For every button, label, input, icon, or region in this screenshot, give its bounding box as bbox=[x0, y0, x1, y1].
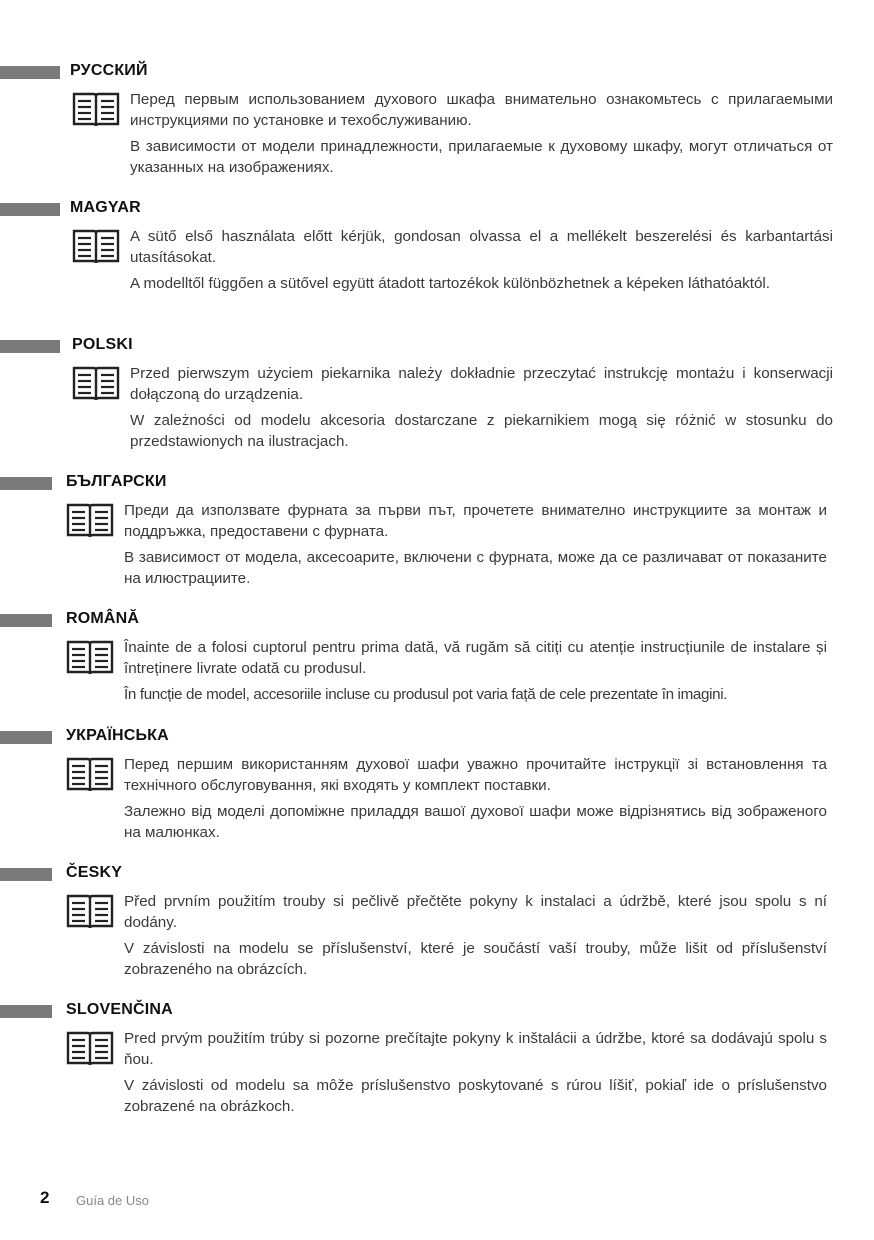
open-book-icon bbox=[72, 366, 120, 402]
section-marker-bar bbox=[0, 614, 52, 627]
section-heading: ČESKY bbox=[66, 864, 123, 881]
paragraph: Przed pierwszym użyciem piekarnika należy dokładnie przeczytać instrukcję montażu i konserwacji dołączoną do urządzenia. bbox=[130, 365, 833, 403]
section-marker-bar bbox=[0, 203, 60, 216]
section-body bbox=[124, 638, 827, 712]
section-body bbox=[124, 755, 827, 849]
paragraph: În funcție de model, accesoriile incluse cu produsul pot varia față de cele prezentate în imagini. bbox=[124, 686, 728, 703]
section-heading: БЪЛГАРСКИ bbox=[66, 473, 167, 490]
section-marker-bar bbox=[0, 477, 52, 490]
open-book-icon bbox=[72, 229, 120, 265]
open-book-icon bbox=[66, 640, 114, 676]
section-marker-bar bbox=[0, 340, 60, 353]
section-marker-bar bbox=[0, 868, 52, 881]
page-number: 2 bbox=[40, 1188, 50, 1207]
open-book-icon bbox=[66, 1031, 114, 1067]
paragraph: Před prvním použitím trouby si pečlivě přečtěte pokyny k instalaci a údržbě, které jsou spolu s ní dodány. bbox=[124, 893, 827, 931]
section-marker-bar bbox=[0, 731, 52, 744]
section-heading: РУССКИЙ bbox=[70, 62, 148, 79]
paragraph: W zależności od modelu akcesoria dostarczane z piekarnikiem mogą się różnić w stosunku do przedstawionych na ilustracjach. bbox=[130, 412, 833, 450]
paragraph: A sütő első használata előtt kérjük, gondosan olvassa el a mellékelt beszerelési és karbantartási utasításokat. bbox=[130, 228, 833, 266]
paragraph: Перед первым использованием духового шкафа внимательно ознакомьтесь с прилагаемыми инструкциями по установке и техобслуживанию. bbox=[130, 91, 833, 129]
open-book-icon bbox=[72, 92, 120, 128]
section-body bbox=[130, 364, 833, 458]
section-heading: POLSKI bbox=[72, 336, 133, 353]
section-body bbox=[124, 892, 827, 986]
open-book-icon bbox=[66, 757, 114, 793]
footer-title: Guía de Uso bbox=[76, 1193, 149, 1208]
section-body bbox=[124, 1029, 827, 1123]
paragraph: Преди да използвате фурната за първи път, прочетете внимателно инструкциите за монтаж и поддръжка, предоставени с фурната. bbox=[124, 502, 827, 540]
section-heading: SLOVENČINA bbox=[66, 1001, 173, 1018]
paragraph: A modelltől függően a sütővel együtt átadott tartozékok különbözhetnek a képeken láthatóaktól. bbox=[130, 275, 770, 292]
section-marker-bar bbox=[0, 66, 60, 79]
open-book-icon bbox=[66, 894, 114, 930]
section-heading: ROMÂNĂ bbox=[66, 610, 140, 627]
paragraph: V závislosti od modelu sa môže príslušenstvo poskytované s rúrou líšiť, pokiaľ ide o príslušenstvo zobrazené na obrázkoch. bbox=[124, 1077, 827, 1115]
section-body bbox=[130, 90, 833, 184]
paragraph: Pred prvým použitím trúby si pozorne prečítajte pokyny k inštalácii a údržbe, ktoré sa dodávajú spolu s ňou. bbox=[124, 1030, 827, 1068]
paragraph: Перед першим використанням духової шафи уважно прочитайте інструкції зі встановлення та технічного обслуговування, які входять у комплект поставки. bbox=[124, 756, 827, 794]
section-heading: MAGYAR bbox=[70, 199, 141, 216]
section-heading: УКРАЇНСЬКА bbox=[66, 727, 169, 744]
section-body bbox=[130, 227, 833, 301]
section-marker-bar bbox=[0, 1005, 52, 1018]
paragraph: Залежно від моделі допоміжне приладдя вашої духової шафи може відрізнятись від зображеного на малюнках. bbox=[124, 803, 827, 841]
paragraph: В зависимост от модела, аксесоарите, включени с фурната, може да се различават от показаните на илюстрациите. bbox=[124, 549, 827, 587]
open-book-icon bbox=[66, 503, 114, 539]
paragraph: V závislosti na modelu se příslušenství, které je součástí vaší trouby, může lišit od příslušenství zobrazeného na obrázcích. bbox=[124, 940, 827, 978]
paragraph: В зависимости от модели принадлежности, прилагаемые к духовому шкафу, могут отличаться от указанных на изображениях. bbox=[130, 138, 833, 176]
section-body bbox=[124, 501, 827, 595]
paragraph: Înainte de a folosi cuptorul pentru prima dată, vă rugăm să citiți cu atenție instrucțiunile de instalare și întreținere livrate odată cu produsul. bbox=[124, 639, 827, 677]
